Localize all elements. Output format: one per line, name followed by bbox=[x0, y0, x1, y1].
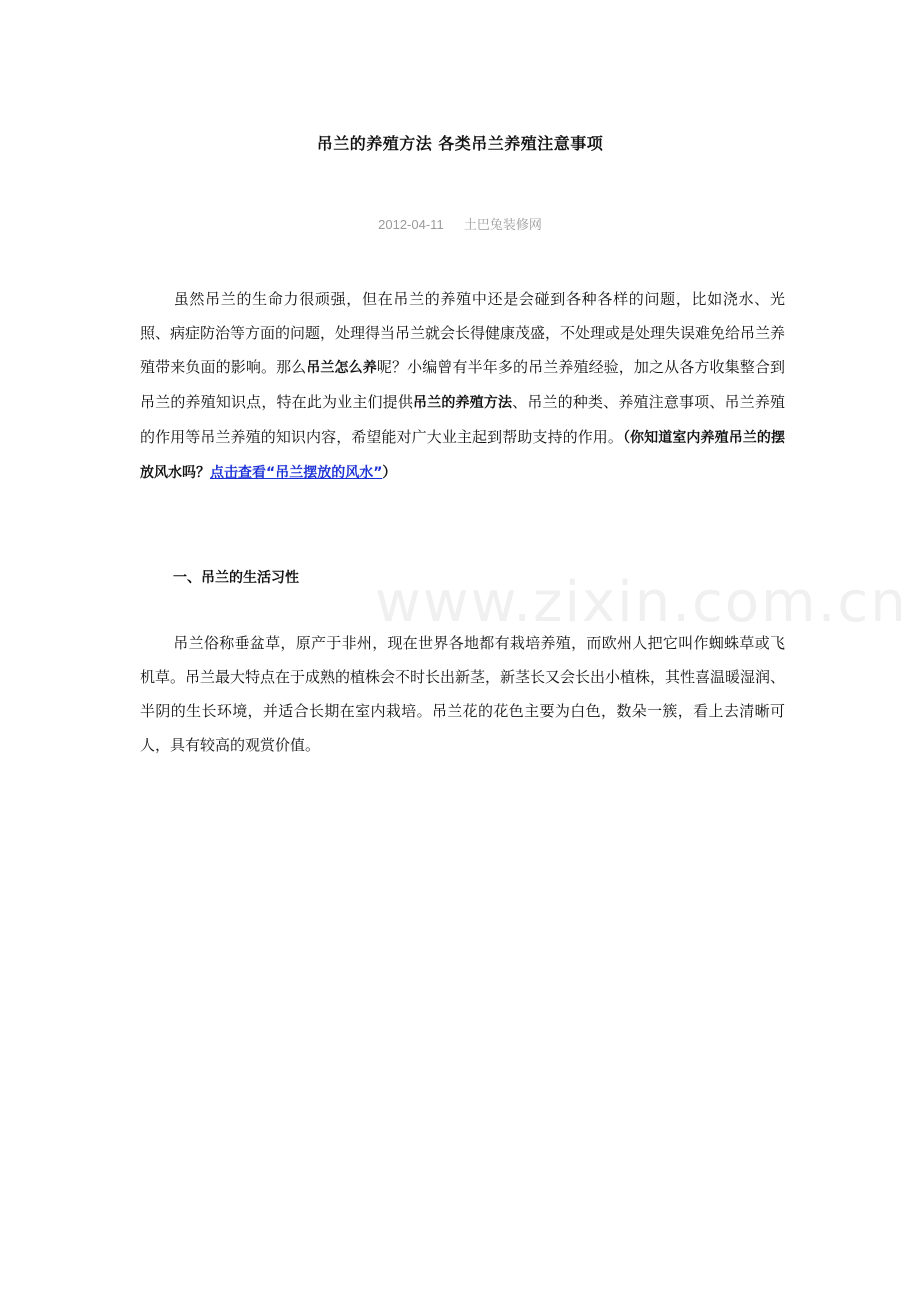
intro-bold-close-paren: ） bbox=[382, 465, 397, 481]
article-source: 土巴兔装修网 bbox=[463, 218, 542, 233]
publish-date: 2012-04-11 bbox=[378, 217, 444, 232]
intro-bold-question: （你知道室内养殖吊兰的摆放风水吗？ bbox=[140, 430, 785, 481]
intro-text-2: 呢？小编曾有半年多的吊兰养殖经验，加之从各方收集整合到吊兰的养殖知识点，特在此为业主们提供 bbox=[140, 358, 785, 411]
intro-text-1: 虽然吊兰的生命力很顽强，但在吊兰的养殖中还是会碰到各种各样的问题，比如浇水、光照、病症防治等方面的问题，处理得当吊兰就会长得健康茂盛，不处理或是处理失误难免给吊兰养殖带来负面的影响。那么 bbox=[140, 290, 786, 376]
watermark: www.zixin.com.cn bbox=[375, 570, 908, 635]
article-title: 吊兰的养殖方法 各类吊兰养殖注意事项 bbox=[316, 134, 604, 153]
intro-bold-how-to-raise: 吊兰怎么养 bbox=[306, 360, 377, 376]
habits-text: 吊兰俗称垂盆草，原产于非州，现在世界各地都有栽培养殖，而欧州人把它叫作蜘蛛草或飞机草。吊兰最大特点在于成熟的植株会不时长出新茎，新茎长又会长出小植株，其性喜温暖湿润、半阴的生长环境，并适合长期在室内栽培。吊兰花的花色主要为白色，数朵一簇，看上去清晰可人，具有较高的观赏价值。 bbox=[140, 634, 786, 754]
article-meta bbox=[0, 214, 920, 233]
intro-text-3: 、吊兰的种类、养殖注意事项、吊兰养殖的作用等吊兰养殖的知识内容，希望能对广大业主起到帮助支持的作用。 bbox=[140, 393, 785, 446]
habits-paragraph bbox=[140, 626, 785, 762]
section-heading-habits: 一、吊兰的生活习性 bbox=[173, 570, 299, 586]
intro-paragraph bbox=[140, 282, 785, 490]
fengshui-link[interactable]: 点击查看“吊兰摆放的风水” bbox=[210, 465, 383, 481]
intro-bold-methods: 吊兰的养殖方法 bbox=[413, 395, 513, 411]
